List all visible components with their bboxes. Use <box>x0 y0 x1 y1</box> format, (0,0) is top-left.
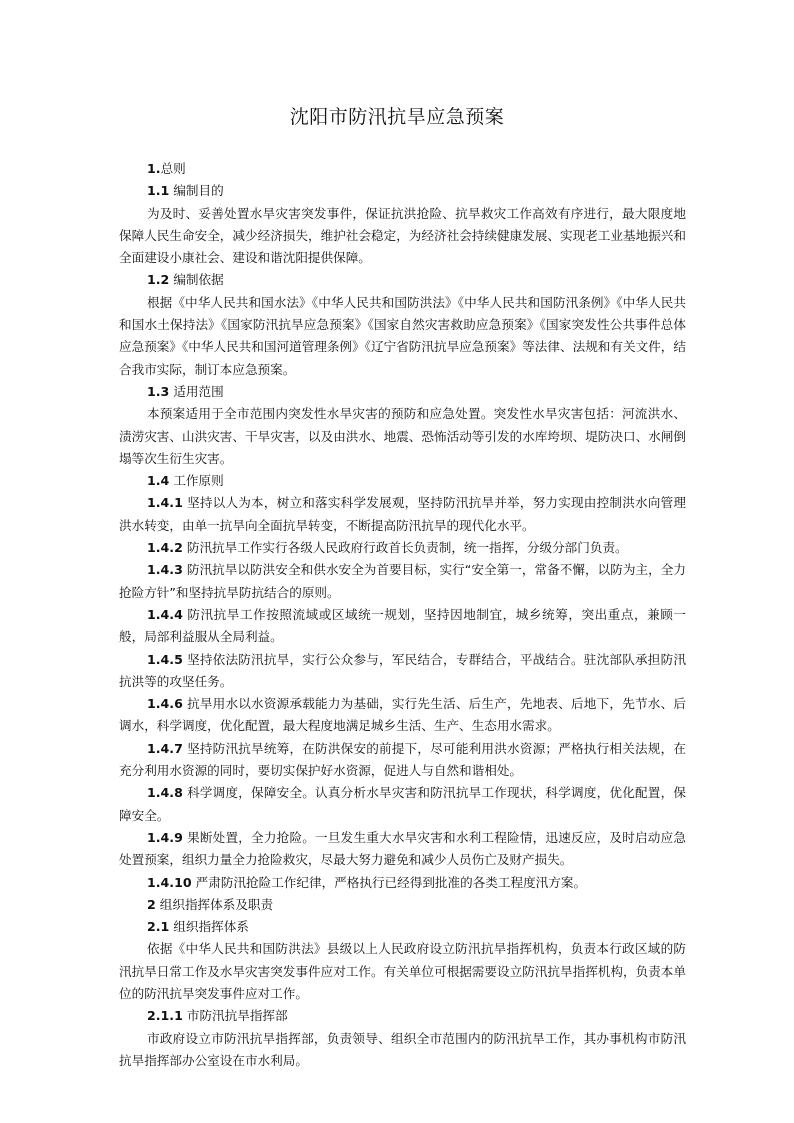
body-paragraph <box>119 938 686 1005</box>
block-text: 根据《中华人民共和国水法》《中华人民共和国防洪法》《中华人民共和国防汛条例》《中华人民共和国水土保持法》《国家防汛抗旱应急预案》《国家自然灾害救助应急预案》《国家突发性公共事件总体应急预案》《中华人民共和国河道管理条例》《辽宁省防汛抗旱应急预案》等法律、法规和有关文件，结合我市实际，制订本应急预案。 <box>119 294 686 377</box>
body-paragraph <box>119 403 686 470</box>
section-number: 2.1.1 <box>147 1008 183 1024</box>
block-text: 果断处置，全力抢险。一旦发生重大水旱灾害和水利工程险情，迅速反应，及时启动应急处置预案，组织力量全力抢险救灾，尽最大努力避免和减少人员伤亡及财产损失。 <box>119 829 686 868</box>
section-heading <box>119 158 686 180</box>
block-text: 防汛抗旱以防洪安全和供水安全为首要目标，实行“安全第一，常备不懈，以防为主，全力抢险方针”和坚持抗旱防抗结合的原则。 <box>119 562 686 600</box>
block-text: 防汛抗旱工作按照流域或区域统一规划，坚持因地制宜，城乡统筹，突出重点，兼顾一般，局部利益服从全局利益。 <box>119 606 686 645</box>
principle-item <box>119 827 686 872</box>
section-number: 1.4.2 <box>147 540 183 556</box>
section-number: 1.4.9 <box>147 829 183 845</box>
section-number: 1. <box>147 161 161 176</box>
block-text: 科学调度，保障安全。认真分析水旱灾害和防汛抗旱工作现状，科学调度，优化配置，保障安全。 <box>119 785 686 823</box>
principle-item <box>119 537 686 559</box>
block-text: 市防汛抗旱指挥部 <box>182 1008 288 1024</box>
section-number: 1.4.7 <box>147 740 183 756</box>
section-number: 1.4.10 <box>147 874 192 890</box>
block-text: 编制依据 <box>169 272 224 288</box>
section-number: 1.4.5 <box>147 651 183 667</box>
section-number: 1.1 <box>147 183 170 199</box>
block-text: 市政府设立市防汛抗旱指挥部，负责领导、组织全市范围内的防汛抗旱工作，其办事机构市防汛抗旱指挥部办公室设在市水利局。 <box>119 1030 686 1068</box>
block-text: 本预案适用于全市范围内突发性水旱灾害的预防和应急处置。突发性水旱灾害包括：河流洪水、渍涝灾害、山洪灾害、干旱灾害，以及由洪水、地震、恐怖活动等引发的水库垮坝、堤防决口、水闸倒塌等次生衍生灾害。 <box>119 406 686 466</box>
principle-item <box>119 649 686 694</box>
block-text: 抗旱用水以水资源承载能力为基础，实行先生活、后生产，先地表、后地下，先节水、后调水，科学调度，优化配置，最大程度地满足城乡生活、生产、生态用水需求。 <box>119 696 686 734</box>
principle-item <box>119 693 686 738</box>
section-number: 2 <box>147 896 156 912</box>
block-text: 组织指挥体系及职责 <box>155 896 274 912</box>
section-heading <box>119 916 686 938</box>
section-number: 1.4.3 <box>147 562 183 578</box>
section-number: 1.4.6 <box>147 696 183 712</box>
section-heading <box>119 180 686 202</box>
document-title: 沈阳市防汛抗旱应急预案 <box>289 106 505 128</box>
principle-item <box>119 738 686 783</box>
block-text: 为及时、妥善处置水旱灾害突发事件，保证抗洪抢险、抗旱救灾工作高效有序进行，最大限度地保障人民生命安全，减少经济损失，维护社会稳定，为经济社会持续健康发展、实现老工业基地振兴和全面建设小康社会、建设和谐沈阳提供保障。 <box>119 205 686 266</box>
block-text: 依据《中华人民共和国防洪法》县级以上人民政府设立防汛抗旱指挥机构，负责本行政区域的防汛抗旱日常工作及水旱灾害突发事件应对工作。有关单位可根据需要设立防汛抗旱指挥机构，负责本单位的防汛抗旱突发事件应对工作。 <box>119 941 686 1001</box>
block-text: 工作原则 <box>169 473 224 489</box>
section-number: 2.1 <box>147 919 170 935</box>
block-text: 组织指挥体系 <box>169 919 249 935</box>
section-number: 1.3 <box>147 383 170 399</box>
section-number: 1.4.8 <box>147 785 183 801</box>
section-heading <box>119 470 686 492</box>
document-body <box>119 158 686 1072</box>
principle-item <box>119 872 686 894</box>
section-number: 1.2 <box>147 272 170 288</box>
section-heading <box>119 1005 686 1027</box>
section-heading <box>119 269 686 291</box>
block-text: 坚持依法防汛抗旱，实行公众参与，军民结合，专群结合，平战结合。驻沈部队承担防汛抗洪等的攻坚任务。 <box>119 651 686 689</box>
block-text: 严肃防汛抢险工作纪律，严格执行已经得到批准的各类工程度汛方案。 <box>191 874 587 890</box>
body-paragraph <box>119 1028 686 1073</box>
block-text: 适用范围 <box>169 383 224 399</box>
section-number: 1.4.1 <box>147 495 183 511</box>
block-text: 防汛抗旱工作实行各级人民政府行政首长负责制，统一指挥，分级分部门负责。 <box>182 540 628 556</box>
principle-item <box>119 559 686 604</box>
section-number: 1.4.4 <box>147 606 183 622</box>
section-heading <box>119 381 686 403</box>
block-text: 总则 <box>160 161 186 176</box>
principle-item <box>119 782 686 827</box>
block-text: 坚持防汛抗旱统筹，在防洪保安的前提下，尽可能利用洪水资源；严格执行相关法规，在充分利用水资源的同时，要切实保护好水资源，促进人与自然和谐相处。 <box>119 740 686 779</box>
section-number: 1.4 <box>147 473 170 489</box>
body-paragraph <box>119 292 686 381</box>
principle-item <box>119 604 686 649</box>
body-paragraph <box>119 203 686 270</box>
block-text: 编制目的 <box>169 183 224 199</box>
section-heading <box>119 894 686 916</box>
principle-item <box>119 492 686 537</box>
block-text: 坚持以人为本，树立和落实科学发展观，坚持防汛抗旱并举，努力实现由控制洪水向管理洪水转变，由单一抗旱向全面抗旱转变，不断提高防汛抗旱的现代化水平。 <box>119 495 686 533</box>
